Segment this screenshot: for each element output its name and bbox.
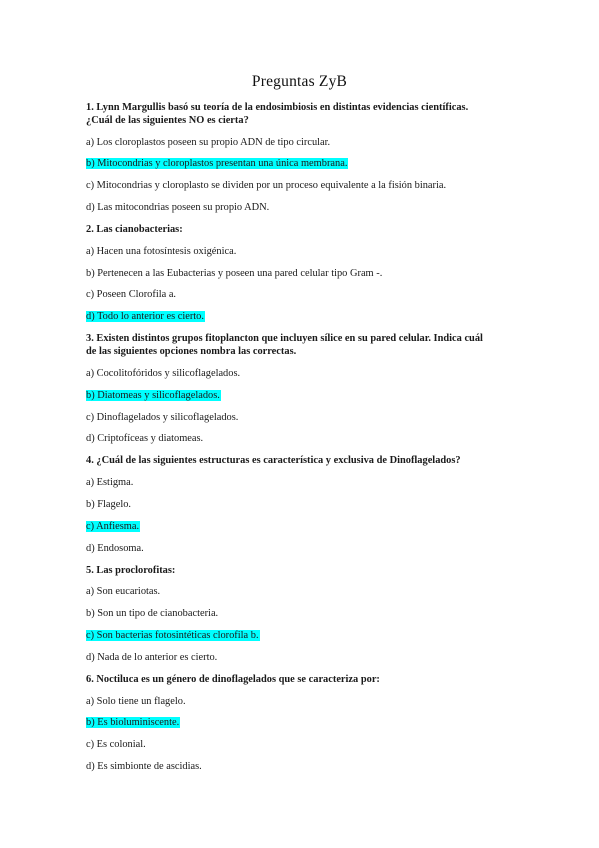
question-3-option-b: [86, 389, 221, 402]
question-3-option-c: [86, 411, 238, 424]
question-4-option-d: [86, 542, 144, 555]
question-6-option-c: [86, 738, 146, 751]
highlighted-answer: c) Anfiesma.: [86, 521, 140, 532]
highlighted-answer: d) Todo lo anterior es cierto.: [86, 311, 204, 322]
question-5-option-c: [86, 629, 260, 642]
question-5-option-b: [86, 607, 218, 620]
question-1-option-a: [86, 136, 330, 149]
option-text: b) Pertenecen a las Eubacterias y poseen una pared celular tipo Gram -.: [86, 268, 383, 279]
question-1-option-d: [86, 201, 269, 214]
option-text: b) Son un tipo de cianobacteria.: [86, 608, 219, 619]
option-text: d) Nada de lo anterior es cierto.: [86, 652, 218, 663]
page-title: Preguntas ZyB: [251, 73, 348, 90]
option-text: a) Hacen una fotosíntesis oxigénica.: [86, 246, 237, 257]
question-2-option-d: [86, 310, 205, 323]
option-text: c) Poseen Clorofila a.: [86, 289, 177, 300]
question-3-option-d: [86, 432, 203, 445]
question-4-option-b: [86, 498, 131, 511]
question-1-text-line-2: ¿Cuál de las siguientes NO es cierta?: [86, 115, 249, 126]
question-1-option-c: [86, 179, 446, 192]
option-text: a) Los cloroplastos poseen su propio ADN de tipo circular.: [86, 137, 331, 148]
option-text: d) Es simbionte de ascidias.: [86, 761, 202, 772]
option-text: a) Estigma.: [86, 477, 134, 488]
question-2-option-c: [86, 288, 176, 301]
option-text: b) Flagelo.: [86, 499, 132, 510]
highlighted-answer: b) Es bioluminiscente.: [86, 717, 180, 728]
question-6-text-line-1: 6. Noctiluca es un género de dinoflagelados que se caracteriza por:: [86, 674, 380, 685]
option-text: a) Cocolitofóridos y silicoflagelados.: [86, 368, 241, 379]
question-2-option-b: [86, 267, 382, 280]
question-2-option-a: [86, 245, 236, 258]
option-text: a) Son eucariotas.: [86, 586, 161, 597]
option-text: c) Dinoflagelados y silicoflagelados.: [86, 412, 239, 423]
question-5-option-d: [86, 651, 217, 664]
question-4-option-a: [86, 476, 133, 489]
option-text: c) Mitocondrias y cloroplasto se dividen por un proceso equivalente a la fisión binaria.: [86, 180, 447, 191]
question-3-option-a: [86, 367, 240, 380]
question-2-text-line-1: 2. Las cianobacterias:: [86, 224, 183, 235]
question-3-text-line-1: 3. Existen distintos grupos fitoplancton que incluyen sílice en su pared celular. Indica cuál: [86, 333, 483, 344]
question-5-text-line-1: 5. Las proclorofitas:: [86, 565, 176, 576]
question-4-option-c: [86, 520, 140, 533]
question-6-option-b: [86, 716, 180, 729]
question-3-text-line-2: de las siguientes opciones nombra las correctas.: [86, 346, 297, 357]
option-text: d) Criptofíceas y diatomeas.: [86, 433, 204, 444]
question-4-text-line-1: 4. ¿Cuál de las siguientes estructuras es característica y exclusiva de Dinoflagelados?: [86, 455, 461, 466]
highlighted-answer: c) Son bacterias fotosintéticas clorofila b.: [86, 630, 259, 641]
option-text: a) Solo tiene un flagelo.: [86, 696, 186, 707]
question-6-option-a: [86, 695, 186, 708]
question-6-option-d: [86, 760, 202, 773]
question-1-text-line-1: 1. Lynn Margullis basó su teoría de la endosimbiosis en distintas evidencias científicas.: [86, 102, 469, 113]
highlighted-answer: b) Diatomeas y silicoflagelados.: [86, 390, 220, 401]
question-5-option-a: [86, 585, 160, 598]
question-1-option-b: [86, 157, 348, 170]
highlighted-answer: b) Mitocondrias y cloroplastos presentan una única membrana.: [86, 158, 348, 169]
option-text: d) Las mitocondrias poseen su propio ADN.: [86, 202, 270, 213]
option-text: d) Endosoma.: [86, 543, 144, 554]
option-text: c) Es colonial.: [86, 739, 146, 750]
